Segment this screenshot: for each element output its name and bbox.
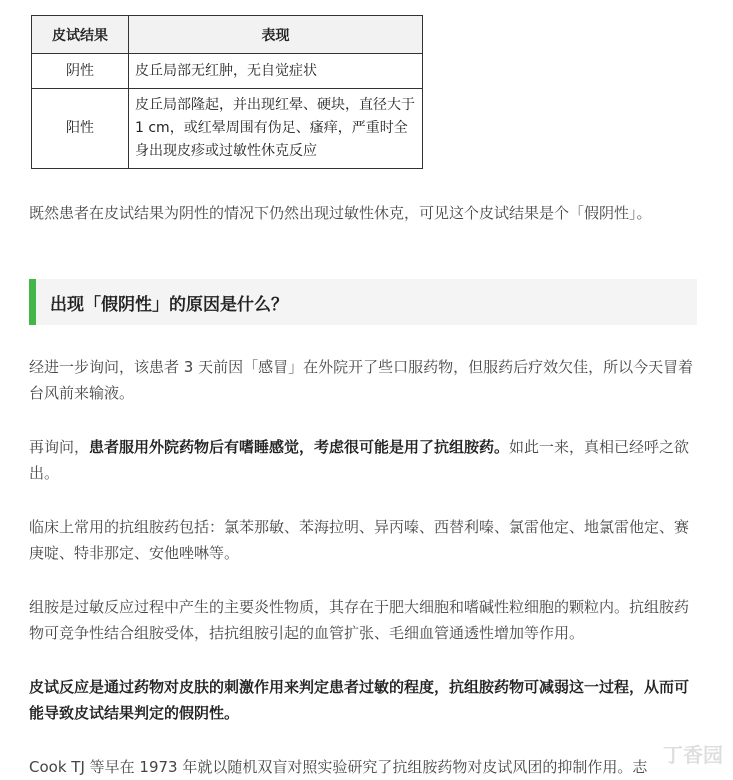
inquiry-lead: 再询问， xyxy=(29,438,90,456)
skin-test-bold: 皮试反应是通过药物对皮肤的刺激作用来判定患者过敏的程度，抗组胺药物可减弱这一过程，从而可能导致皮试结果判定的假阴性。 xyxy=(29,678,690,722)
paragraph-cook-study: Cook TJ 等早在 1973 年就以随机双盲对照实验研究了抗组胺药物对皮试风团的抑制作用。志 xyxy=(29,758,648,776)
cell-desc: 皮丘局部隆起，并出现红晕、硬块，直径大于 1 cm，或红晕周围有伪足、瘙痒，严重时全身出现皮疹或过敏性休克反应 xyxy=(129,89,423,169)
paragraph-inquiry xyxy=(29,434,701,486)
watermark-logo: 丁香园 xyxy=(663,743,723,767)
paragraph-antihistamines: 临床上常用的抗组胺药包括：氯苯那敏、苯海拉明、异丙嗪、西替利嗪、氯雷他定、地氯雷他定、赛庚啶、特非那定、安他唑啉等。 xyxy=(29,518,690,562)
skin-test-result-table xyxy=(31,15,423,169)
cell-result: 阴性 xyxy=(32,54,129,89)
table-header-row xyxy=(32,16,423,54)
header-manifestation: 表现 xyxy=(129,16,423,54)
paragraph-histamine: 组胺是过敏反应过程中产生的主要炎性物质，其存在于肥大细胞和嗜碱性粒细胞的颗粒内。抗组胺药物可竞争性结合组胺受体，拮抗组胺引起的血管扩张、毛细血管通透性增加等作用。 xyxy=(29,598,690,642)
cell-result: 阳性 xyxy=(32,89,129,169)
section-heading: 出现「假阴性」的原因是什么？ xyxy=(29,279,697,325)
paragraph-skin-test xyxy=(29,674,701,726)
inquiry-bold: 患者服用外院药物后有嗜睡感觉，考虑很可能是用了抗组胺药。 xyxy=(89,438,510,456)
table-row xyxy=(32,54,423,89)
cell-desc: 皮丘局部无红肿，无自觉症状 xyxy=(129,54,423,89)
header-result: 皮试结果 xyxy=(32,16,129,54)
paragraph-false-negative: 既然患者在皮试结果为阴性的情况下仍然出现过敏性休克，可见这个皮试结果是个「假阴性」。 xyxy=(29,204,652,222)
paragraph-history: 经进一步询问，该患者 3 天前因「感冒」在外院开了些口服药物，但服药后疗效欠佳，所以今天冒着台风前来输液。 xyxy=(29,358,694,402)
inquiry-tail: 如此一来，真相已经呼之欲出。 xyxy=(29,438,690,482)
table-row xyxy=(32,89,423,169)
